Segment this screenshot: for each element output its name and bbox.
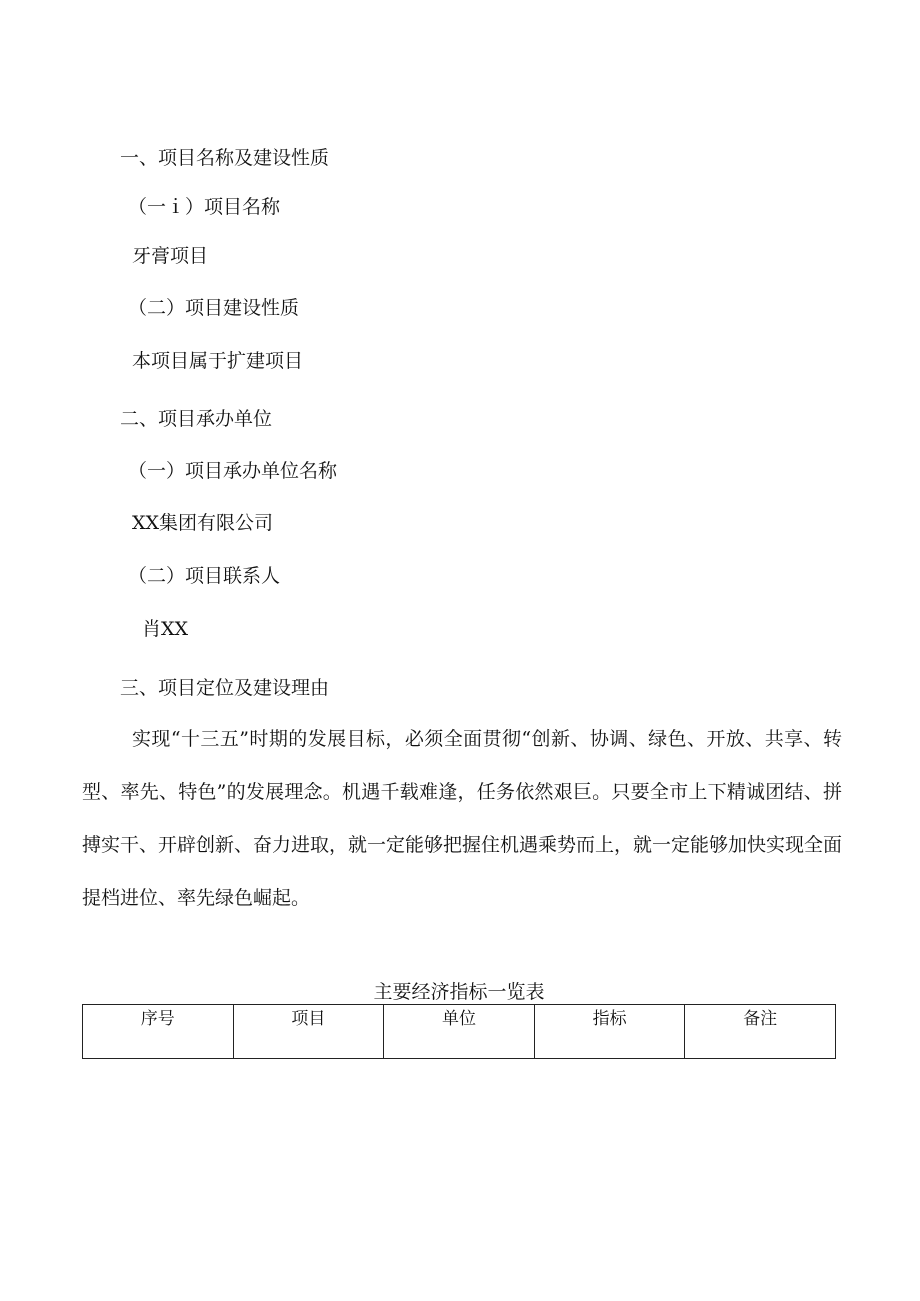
section-2-heading: 二、项目承办单位 [120,408,273,430]
construction-nature-heading: （二）项目建设性质 [128,297,300,319]
table-header-cell: 指标 [534,1005,685,1059]
section-1-heading: 一、项目名称及建设性质 [120,147,330,169]
construction-nature-value: 本项目属于扩建项目 [132,350,304,372]
table-header-cell: 单位 [384,1005,535,1059]
economic-indicators-table [82,1004,836,1059]
table-title: 主要经济指标一览表 [373,981,545,1003]
table-header-cell: 序号 [83,1005,234,1059]
project-name-value: 牙膏项目 [132,245,209,267]
contact-person-heading: （二）项目联系人 [128,565,281,587]
table-header-cell: 备注 [685,1005,836,1059]
table-header-row [83,1005,836,1059]
sponsor-name-value: XX集团有限公司 [132,512,274,534]
contact-person-value: 肖XX [142,618,189,640]
sponsor-name-heading: （一）项目承办单位名称 [128,460,338,482]
rationale-paragraph: 实现“十三五”时期的发展目标，必须全面贯彻“创新、协调、绿色、开放、共享、转型、率先、特色”的发展理念。机遇千载难逢，任务依然艰巨。只要全市上下精诚团结、拼搏实干、开辟创新、奋力进取，就一定能够把握住机遇乘势而上，就一定能够加快实现全面提档进位、率先绿色崛起。 [82,728,843,909]
section-3-heading: 三、项目定位及建设理由 [120,677,330,699]
project-name-heading: （一ｉ）项目名称 [128,196,281,218]
table-header-cell: 项目 [233,1005,384,1059]
